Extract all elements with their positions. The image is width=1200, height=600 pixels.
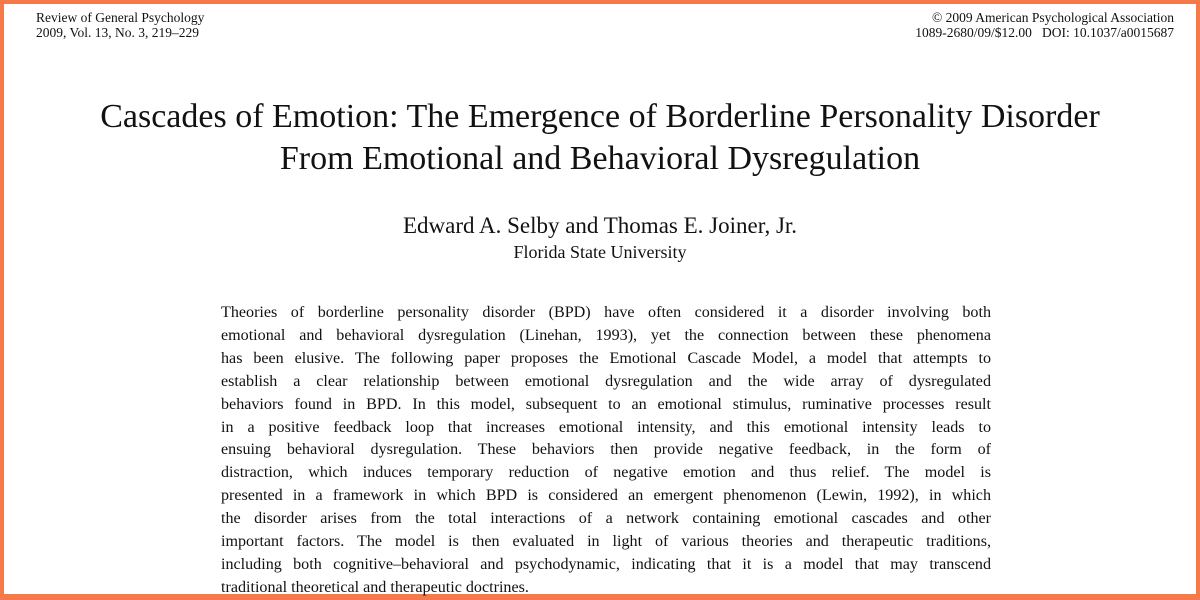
title-line: From Emotional and Behavioral Dysregulation xyxy=(279,140,921,177)
abstract xyxy=(221,302,991,600)
abstract-line: Theories of borderline personality disorder (BPD) have often considered it a disorder involving both xyxy=(221,304,991,321)
journal-citation xyxy=(36,10,204,40)
title-line: Cascades of Emotion: The Emergence of Borderline Personality Disorder xyxy=(100,98,1100,135)
abstract-line: distraction, which induces temporary reduction of negative emotion and thus relief. The model is xyxy=(221,464,991,482)
affiliation: Florida State University xyxy=(513,242,687,262)
abstract-line: traditional theoretical and therapeutic doctrines. xyxy=(221,578,529,596)
author-list: Edward A. Selby and Thomas E. Joiner, Jr. xyxy=(402,213,798,238)
copyright-notice: © 2009 American Psychological Association xyxy=(932,10,1174,25)
abstract-line: presented in a framework in which BPD is considered an emergent phenomenon (Lewin, 1992), in which xyxy=(221,487,991,505)
abstract-line: emotional and behavioral dysregulation (Linehan, 1993), yet the connection between these phenomena xyxy=(221,326,991,344)
abstract-line: has been elusive. The following paper proposes the Emotional Cascade Model, a model that attempts to xyxy=(221,349,991,367)
publisher-info xyxy=(915,10,1174,40)
article-title xyxy=(4,96,1196,180)
abstract-line: establish a clear relationship between emotional dysregulation and the wide array of dysregulated xyxy=(221,372,991,390)
issn-doi: 1089-2680/09/$12.00 DOI: 10.1037/a0015687 xyxy=(915,25,1174,40)
abstract-line: important factors. The model is then evaluated in light of various theories and therapeutic traditions, xyxy=(221,533,991,551)
abstract-line: ensuing behavioral dysregulation. These behaviors then provide negative feedback, in the form of xyxy=(221,441,991,459)
journal-volume: 2009, Vol. 13, No. 3, 219–229 xyxy=(36,25,200,40)
abstract-line: including both cognitive–behavioral and psychodynamic, indicating that it is a model that may transcend xyxy=(221,555,991,573)
journal-name: Review of General Psychology xyxy=(36,10,205,25)
abstract-line: the disorder arises from the total interactions of a network containing emotional cascades and other xyxy=(221,510,991,528)
abstract-line: behaviors found in BPD. In this model, subsequent to an emotional stimulus, ruminative processes result xyxy=(221,395,991,413)
abstract-line: in a positive feedback loop that increases emotional intensity, and this emotional intensity leads to xyxy=(221,418,991,436)
